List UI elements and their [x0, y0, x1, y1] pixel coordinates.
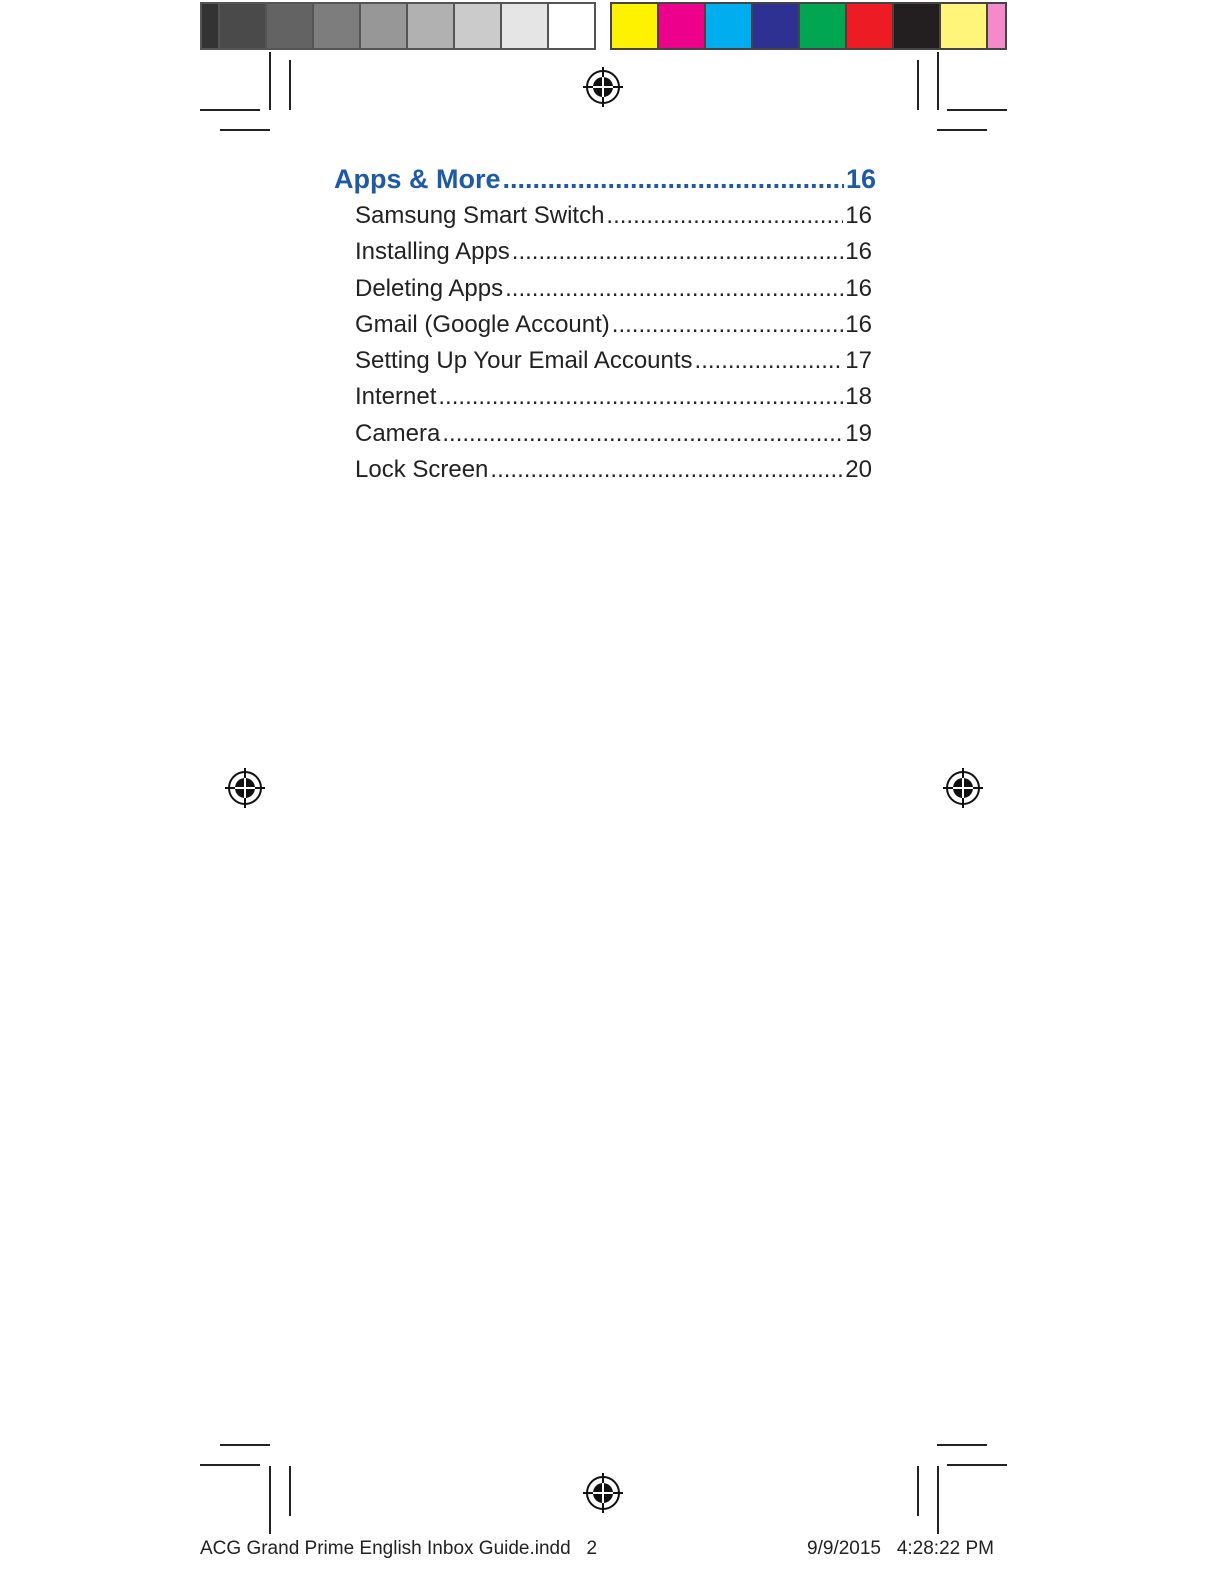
gray-swatch: [220, 4, 265, 48]
toc-entry-page: 16: [845, 274, 872, 302]
toc-entry[interactable]: [355, 416, 872, 452]
toc-entry-page: 17: [845, 347, 872, 375]
red-swatch: [847, 4, 892, 48]
cyan-swatch: [706, 4, 751, 48]
gray-swatch: [502, 4, 547, 48]
crop-mark: [200, 1464, 260, 1466]
toc-entry[interactable]: [355, 379, 872, 415]
crop-mark: [269, 1466, 271, 1534]
dot-leader: [438, 379, 843, 415]
crop-mark: [917, 60, 919, 110]
grayscale-calibration-bar: [200, 2, 596, 50]
toc-entry[interactable]: [355, 198, 872, 234]
toc-entry-label: Lock Screen: [355, 456, 489, 484]
toc-section-heading[interactable]: [334, 160, 876, 198]
toc-entry[interactable]: [355, 452, 872, 488]
dot-leader: [512, 234, 844, 270]
dot-leader: [505, 271, 843, 307]
crop-mark: [937, 1466, 939, 1534]
registration-mark-icon: [942, 767, 984, 809]
process-color-calibration-bar: [610, 2, 1007, 50]
slug-timestamp: 9/9/2015 4:28:22 PM: [807, 1538, 994, 1559]
light-yellow-swatch: [941, 4, 986, 48]
toc-entry-label: Gmail (Google Account): [355, 310, 610, 338]
toc-entry-label: Camera: [355, 419, 441, 447]
toc-heading-label: Apps & More: [334, 164, 501, 194]
yellow-swatch: [612, 4, 657, 48]
pink-swatch: [988, 4, 1005, 48]
gray-swatch: [267, 4, 312, 48]
crop-mark: [937, 129, 987, 131]
toc-heading-page: 16: [845, 164, 876, 194]
gray-swatch: [408, 4, 453, 48]
toc-entry-label: Deleting Apps: [355, 274, 504, 302]
gray-swatch: [202, 4, 218, 48]
registration-mark-icon: [582, 1472, 624, 1514]
toc-entry-page: 16: [845, 202, 872, 229]
registration-mark-icon: [224, 767, 266, 809]
dot-leader: [695, 343, 844, 379]
toc-entry[interactable]: [355, 307, 872, 343]
gray-swatch: [314, 4, 359, 48]
slug-filename: ACG Grand Prime English Inbox Guide.indd 2: [200, 1538, 598, 1559]
crop-mark: [289, 60, 291, 110]
toc-entry-page: 16: [845, 238, 872, 266]
crop-mark: [947, 1464, 1007, 1466]
dot-leader: [612, 307, 844, 343]
dot-leader: [503, 160, 844, 198]
crop-mark: [947, 109, 1007, 111]
toc-entry-label: Setting Up Your Email Accounts: [355, 347, 693, 375]
toc-entry[interactable]: [355, 271, 872, 307]
toc-entry-page: 19: [845, 419, 872, 447]
dot-leader: [606, 198, 843, 234]
toc-entry[interactable]: [355, 234, 872, 270]
toc-entry[interactable]: [355, 343, 872, 379]
crop-mark: [200, 109, 260, 111]
gray-swatch: [455, 4, 500, 48]
black-swatch: [894, 4, 939, 48]
crop-mark: [220, 1444, 270, 1446]
green-swatch: [800, 4, 845, 48]
toc-entry-label: Samsung Smart Switch: [355, 202, 605, 229]
crop-mark: [937, 1444, 987, 1446]
crop-mark: [917, 1466, 919, 1516]
toc-entry-page: 20: [845, 456, 872, 484]
crop-mark: [937, 52, 939, 110]
dot-leader: [442, 416, 843, 452]
toc-entry-page: 18: [845, 383, 872, 411]
table-of-contents: [334, 160, 876, 488]
crop-mark: [269, 52, 271, 110]
toc-entry-page: 16: [845, 310, 872, 338]
toc-entry-label: Internet: [355, 383, 437, 411]
gray-swatch: [549, 4, 594, 48]
gray-swatch: [361, 4, 406, 48]
registration-mark-icon: [582, 66, 624, 108]
blue-swatch: [753, 4, 798, 48]
dot-leader: [490, 452, 843, 488]
crop-mark: [289, 1466, 291, 1516]
magenta-swatch: [659, 4, 704, 48]
crop-mark: [220, 129, 270, 131]
toc-entry-label: Installing Apps: [355, 238, 510, 266]
